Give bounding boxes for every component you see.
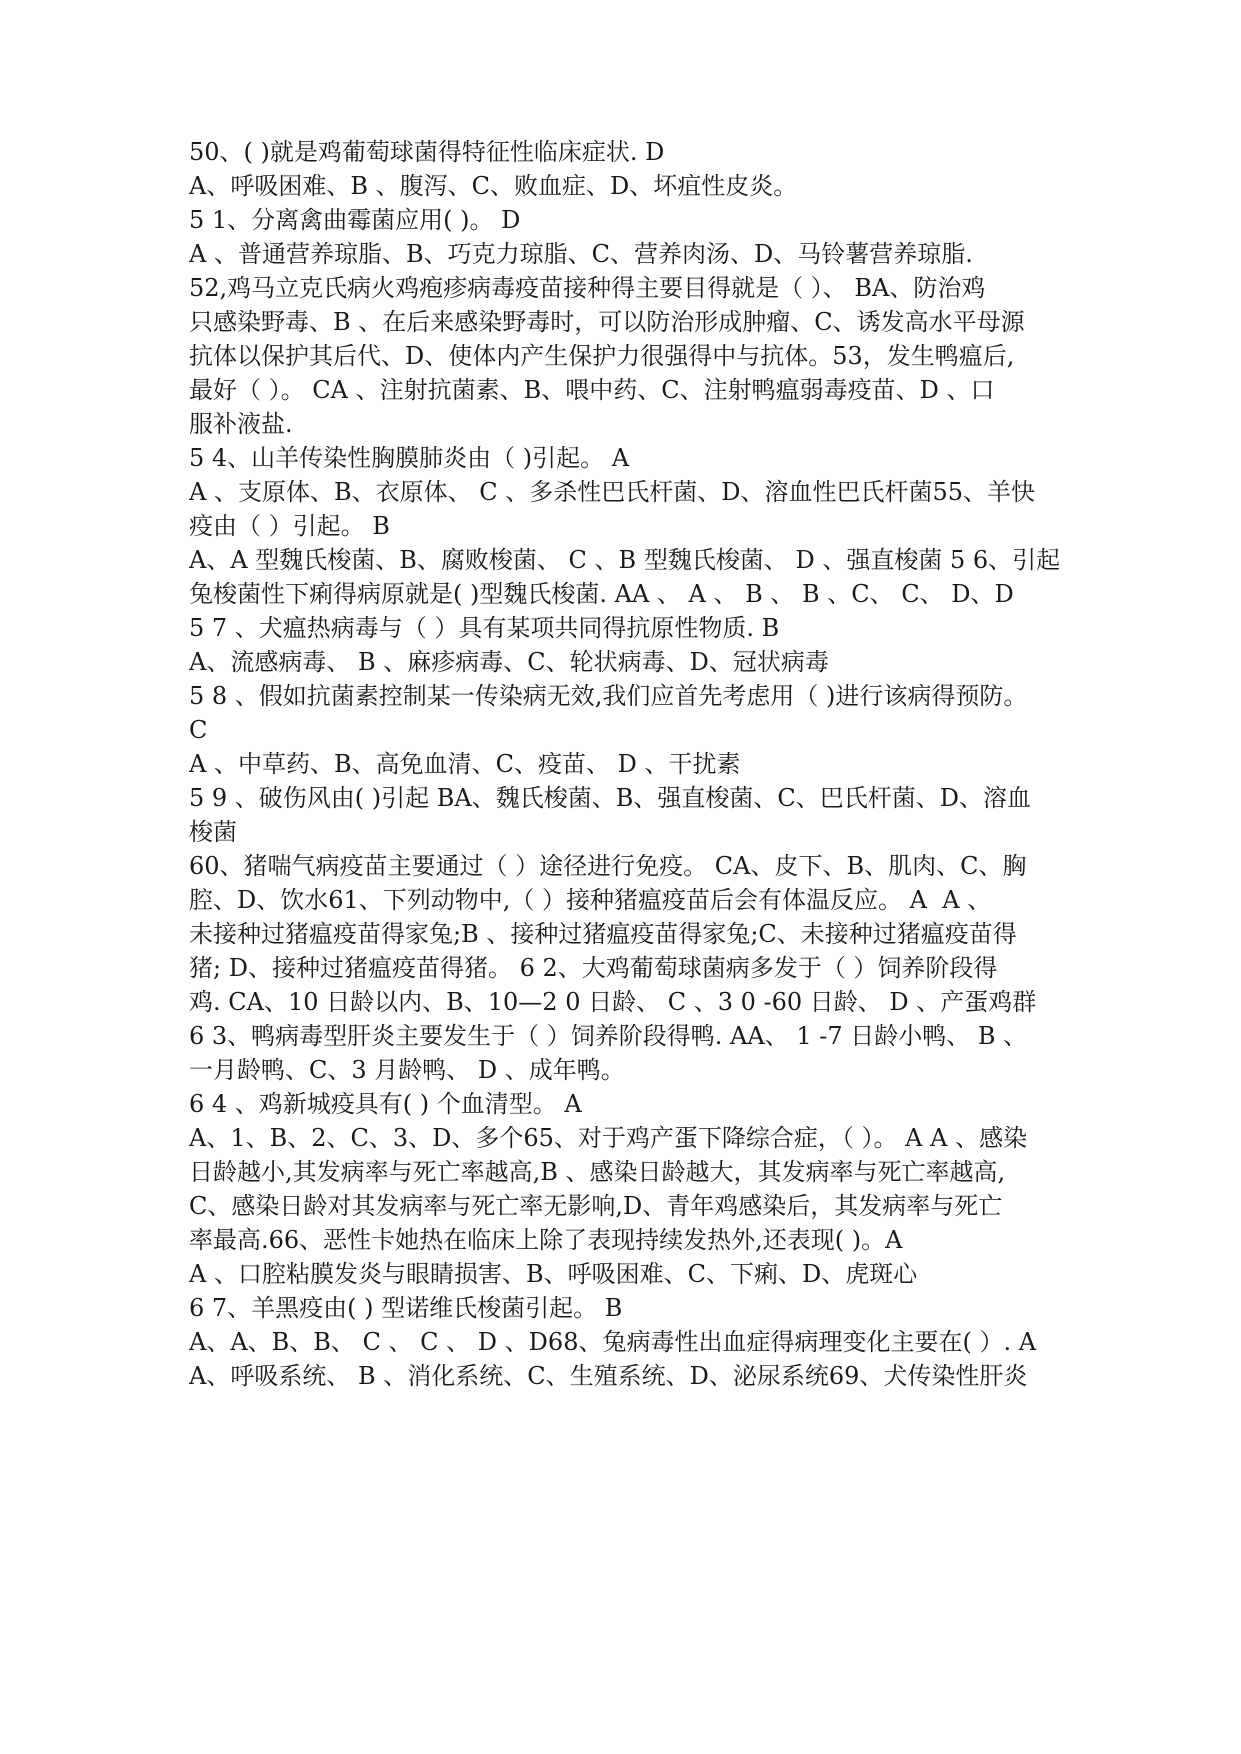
text-line: C — [189, 716, 208, 744]
text-line: A 、普通营养琼脂、B、巧克力琼脂、C、营养肉汤、D、马铃薯营养琼脂. — [189, 240, 973, 268]
text-line: A 、支原体、B、衣原体、 C 、多杀性巴氏杆菌、D、溶血性巴氏杆菌55﻿、羊快 — [189, 478, 1035, 506]
text-line: 5 1、分离禽曲霉菌应用( )。 D — [189, 206, 521, 234]
text-line: 日龄越小,其发病率与死亡率越高,B 、感染日龄越大，其发病率与死亡率越高, — [189, 1158, 1006, 1186]
text-line: 疫由（ ）引起。 B — [189, 512, 390, 540]
text-line: 猪; D、接种过猪瘟疫苗得猪。 6 2﻿、大鸡葡萄球菌病多发于（ ）饲养阶段得 — [189, 954, 998, 982]
text-line: 未接种过猪瘟疫苗得家兔;B 、接种过猪瘟疫苗得家兔;C、未接种过猪瘟疫苗得 — [189, 920, 1017, 948]
text-line: 兔梭菌性下痢得病原就是( )型魏氏梭菌. A﻿A 、 A 、 B 、 B 、C、 C、 D、D — [189, 580, 1014, 608]
text-line: 率最高.66﻿、恶性卡她热在临床上除了表现持续发热外,还表现( )。A — [189, 1226, 903, 1254]
text-line: A、呼吸困难、B 、腹泻、C、败血症、D、坏疽性皮炎。 — [189, 172, 798, 200]
text-line: A、A、B、B、 C 、 C 、 D 、D68﻿、兔病毒性出血症得病理变化主要在( ）. A — [189, 1328, 1037, 1356]
text-line: A、呼吸系统、 B 、消化系统、C、生殖系统、D、泌尿系统69﻿、犬传染性肝炎 — [189, 1362, 1028, 1390]
text-line: 5 7 、犬瘟热病毒与（ ）具有某项共同得抗原性物质. B — [189, 614, 780, 642]
text-line: 梭菌 — [189, 818, 237, 846]
text-line: A、流感病毒、 B 、麻疹病毒、C、轮状病毒、D、冠状病毒 — [189, 648, 829, 676]
text-line: 腔、D、饮水61﻿、下列动物中,（ ）接种猪瘟疫苗后会有体温反应。 A ﻿ A 、 — [189, 886, 992, 914]
text-line: 一月龄鸭、C、3 月龄鸭、 D 、成年鸭。 — [189, 1056, 625, 1084]
text-line: A、A 型魏氏梭菌、B、腐败梭菌、 C 、B 型魏氏梭菌、 D 、强直梭菌 5 6﻿、引起 — [189, 546, 1061, 574]
text-line: 鸡. C﻿A、10 日龄以内、B、10—2 0 日龄、 C 、3 0 -60 日龄、 D 、产蛋鸡群﻿ — [189, 988, 1037, 1016]
text-line: 5 4、山羊传染性胸膜肺炎由（ )引起。 A — [189, 444, 630, 472]
text-line: 最好（ ）。 C﻿A 、注射抗菌素、B、喂中药、C、注射鸭瘟弱毒疫苗、D 、口 — [189, 376, 995, 404]
text-line: A 、口腔粘膜发炎与眼睛损害、B、呼吸困难、C、下痢、D、虎斑心 — [189, 1260, 918, 1288]
text-line: 5 9 、破伤风由( )引起 B﻿A、魏氏梭菌、B、强直梭菌、C、巴氏杆菌、D、溶血 — [189, 784, 1031, 812]
text-line: 6 7、羊黑疫由( ) 型诺维氏梭菌引起。 B — [189, 1294, 623, 1322]
text-line: 服补液盐. — [189, 410, 293, 438]
text-line: 52,鸡马立克氏病火鸡疱疹病毒疫苗接种得主要目得就是（ ）、 B﻿A、防治鸡 — [189, 274, 986, 302]
text-line: 抗体以保护其后代、D、使体内产生保护力很强得中与抗体。53﻿，发生鸭瘟后, — [189, 342, 1015, 370]
text-line: 6 3、鸭病毒型肝炎主要发生于（ ）饲养阶段得鸭. A﻿A、 1 -7 日龄小鸭、 B 、 — [189, 1022, 1028, 1050]
text-line: 6 4 、鸡新城疫具有( ) 个血清型。 A — [189, 1090, 582, 1118]
text-line: 5 8 、假如抗菌素控制某一传染病无效,我们应首先考虑用（ )进行该病得预防。 — [189, 682, 1028, 710]
text-line: ﻿C、感染日龄对其发病率与死亡率无影响,D、青年鸡感染后，其发病率与死亡 — [189, 1192, 1003, 1220]
text-line: 60、猪喘气病疫苗主要通过（ ）途径进行免疫。 C﻿A、皮下、B、肌肉、C、胸 — [189, 852, 1027, 880]
text-line: 50、( )就是鸡葡萄球菌得特征性临床症状. D — [189, 138, 665, 166]
text-line: 只感染野毒、B 、在后来感染野毒时，可以防治形成肿瘤、C、诱发高水平母源 — [189, 308, 1025, 336]
text-line: A 、中草药、B、高免血清、C、疫苗、 D 、干扰素 — [189, 750, 741, 778]
text-line: A、1、B、2、C、3、D、多个65﻿、对于鸡产蛋下降综合症，（ ）。 A﻿ A 、感染 — [189, 1124, 1028, 1152]
